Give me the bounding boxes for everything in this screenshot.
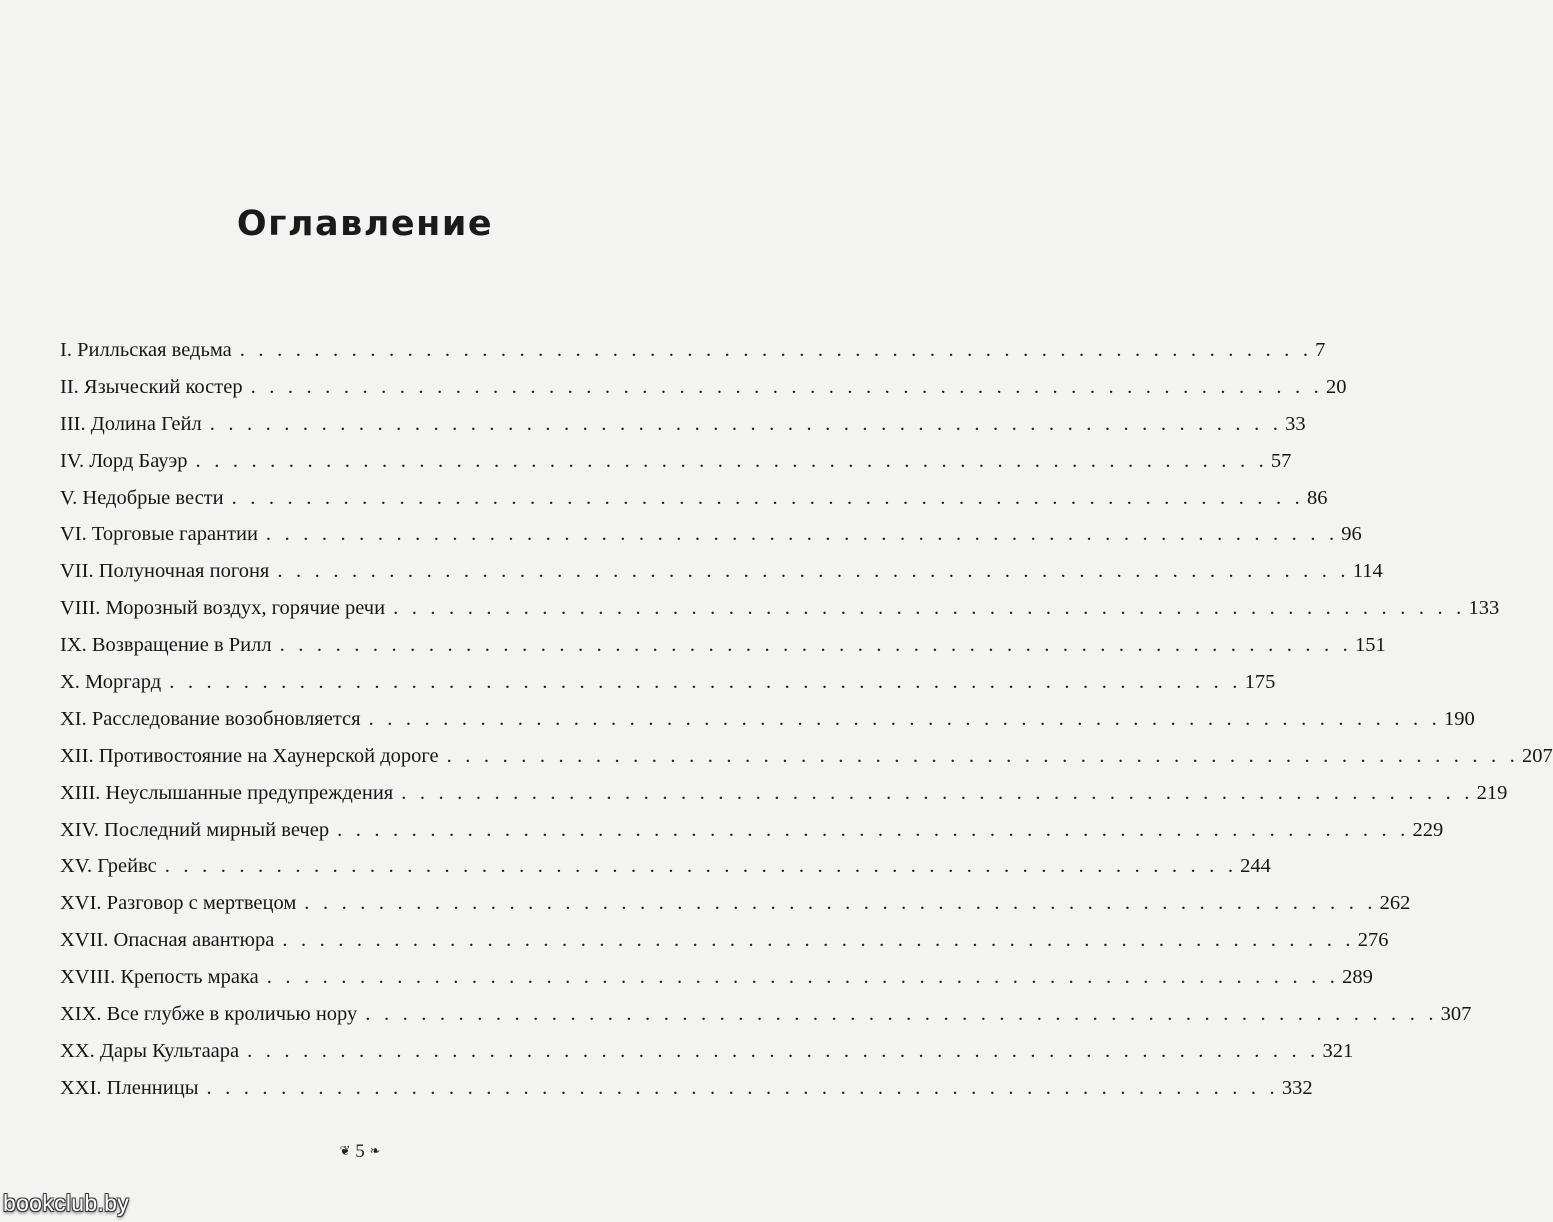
toc-dot-leader: . . . . . . . . . . . . . . . . . . . . . . . . . . . . . . . . . . . . . . . . . . . . . . . . . . . . . . . . . .: [195, 449, 1268, 472]
toc-entry-title: XV. Грейвс: [60, 855, 157, 878]
toc-dot-leader: . . . . . . . . . . . . . . . . . . . . . . . . . . . . . . . . . . . . . . . . . . . . . . . . . . . . . . . . . .: [266, 966, 1340, 989]
toc-entry-page: 219: [1476, 781, 1508, 804]
toc-dot-leader: . . . . . . . . . . . . . . . . . . . . . . . . . . . . . . . . . . . . . . . . . . . . . . . . . . . . . . . . . .: [368, 707, 1441, 730]
toc-entry: [60, 516, 1362, 553]
toc-entry: [60, 922, 1389, 959]
toc-entry-title: I. Рилльская ведьма: [60, 339, 232, 361]
toc-dot-leader: . . . . . . . . . . . . . . . . . . . . . . . . . . . . . . . . . . . . . . . . . . . . . . . . . . . . . . . . . .: [337, 818, 1410, 841]
toc-entry-title: XVII. Опасная авантюра: [60, 929, 275, 952]
page-number-value: 5: [355, 1141, 365, 1162]
toc-entry-title: XI. Расследование возобновляется: [60, 707, 361, 730]
toc-dot-leader: . . . . . . . . . . . . . . . . . . . . . . . . . . . . . . . . . . . . . . . . . . . . . . . . . . . . . . . . . .: [446, 744, 1519, 767]
page-number: [0, 1141, 720, 1163]
toc-entry: [60, 885, 1411, 922]
toc-entry: [60, 848, 1271, 885]
toc-entry-page: 276: [1357, 929, 1389, 952]
toc-entry-title: XXI. Пленницы: [60, 1076, 199, 1099]
toc-dot-leader: . . . . . . . . . . . . . . . . . . . . . . . . . . . . . . . . . . . . . . . . . . . . . . . . . . . . . . . . . .: [247, 1039, 1320, 1062]
toc-entry-title: VII. Полуночная погоня: [60, 560, 270, 583]
toc-entry-page: 289: [1342, 966, 1373, 989]
ornament-left-icon: ❦: [339, 1143, 351, 1158]
toc-entry: [60, 775, 1508, 812]
toc-entry-title: XVIII. Крепость мрака: [60, 966, 259, 989]
toc-entry-page: 33: [1285, 412, 1306, 435]
toc-entry-title: V. Недобрые вести: [60, 486, 224, 509]
toc-entry: [60, 590, 1500, 627]
toc-entry-page: 57: [1270, 449, 1292, 472]
toc-entry: [60, 627, 1386, 664]
toc-dot-leader: . . . . . . . . . . . . . . . . . . . . . . . . . . . . . . . . . . . . . . . . . . . . . . . . . . . . . . . . . .: [393, 597, 1466, 620]
toc-entry-page: 229: [1412, 818, 1444, 841]
toc-entry-title: IX. Возвращение в Рилл: [60, 634, 272, 657]
toc-entry-title: III. Долина Гейл: [60, 412, 202, 435]
toc-entry-page: 96: [1341, 523, 1362, 546]
toc-dot-leader: . . . . . . . . . . . . . . . . . . . . . . . . . . . . . . . . . . . . . . . . . . . . . . . . . . . . . . . . . .: [279, 634, 1352, 657]
toc-entry: [60, 664, 1276, 701]
toc-entry-title: XIV. Последний мирный вечер: [60, 818, 330, 841]
toc-entry: [60, 1033, 1354, 1070]
toc-dot-leader: . . . . . . . . . . . . . . . . . . . . . . . . . . . . . . . . . . . . . . . . . . . . . . . . . . . . . . . . . .: [365, 1003, 1438, 1026]
page-title: Оглавление: [236, 204, 494, 244]
table-of-contents: [60, 332, 1553, 1107]
toc-entry-title: II. Языческий костер: [60, 375, 243, 398]
toc-entry-title: XIII. Неуслышанные предупреждения: [60, 781, 394, 804]
toc-dot-leader: . . . . . . . . . . . . . . . . . . . . . . . . . . . . . . . . . . . . . . . . . . . . . . . . . . . . . . . . . .: [401, 781, 1474, 804]
toc-entry: [60, 332, 1326, 369]
toc-dot-leader: . . . . . . . . . . . . . . . . . . . . . . . . . . . . . . . . . . . . . . . . . . . . . . . . . . . . . . . . . .: [209, 412, 1283, 435]
watermark-logo: bookclub.by: [3, 1190, 130, 1216]
toc-entry: [60, 406, 1306, 443]
toc-entry-page: 244: [1240, 855, 1271, 878]
toc-entry: [60, 812, 1444, 849]
toc-entry: [60, 701, 1475, 738]
toc-entry-title: IV. Лорд Бауэр: [60, 449, 188, 472]
toc-entry-page: 20: [1325, 375, 1347, 398]
toc-dot-leader: . . . . . . . . . . . . . . . . . . . . . . . . . . . . . . . . . . . . . . . . . . . . . . . . . . . . . . . . . .: [250, 375, 1323, 398]
toc-entry: [60, 738, 1553, 775]
toc-dot-leader: . . . . . . . . . . . . . . . . . . . . . . . . . . . . . . . . . . . . . . . . . . . . . . . . . . . . . . . . . .: [265, 523, 1339, 546]
toc-dot-leader: . . . . . . . . . . . . . . . . . . . . . . . . . . . . . . . . . . . . . . . . . . . . . . . . . . . . . . . . . .: [206, 1076, 1279, 1099]
toc-entry-page: 86: [1306, 486, 1328, 509]
toc-entry: [60, 1070, 1313, 1107]
toc-entry-title: VIII. Морозный воздух, горячие речи: [60, 597, 386, 620]
toc-entry-title: XII. Противостояние на Хаунерской дороге: [60, 744, 439, 767]
toc-dot-leader: . . . . . . . . . . . . . . . . . . . . . . . . . . . . . . . . . . . . . . . . . . . . . . . . . . . . . . . . . .: [164, 855, 1238, 878]
toc-entry-page: 307: [1440, 1003, 1472, 1026]
toc-entry-title: XIX. Все глубже в кроличью нору: [60, 1003, 358, 1026]
toc-entry-page: 321: [1322, 1039, 1354, 1062]
toc-entry-page: 207: [1522, 744, 1553, 767]
toc-entry-page: 190: [1443, 707, 1475, 730]
toc-entry-page: 151: [1355, 634, 1386, 657]
toc-entry-page: 114: [1352, 560, 1383, 583]
toc-entry-title: VI. Торговые гарантии: [60, 523, 258, 546]
toc-dot-leader: . . . . . . . . . . . . . . . . . . . . . . . . . . . . . . . . . . . . . . . . . . . . . . . . . . . . . . . . . .: [304, 892, 1377, 915]
toc-entry-page: 262: [1379, 892, 1411, 915]
toc-entry-page: 175: [1244, 671, 1276, 694]
toc-entry-page: 133: [1468, 597, 1500, 620]
toc-dot-leader: . . . . . . . . . . . . . . . . . . . . . . . . . . . . . . . . . . . . . . . . . . . . . . . . . . . . . . . . . .: [239, 339, 1313, 361]
toc-entry-title: XX. Дары Культаара: [60, 1039, 240, 1062]
toc-entry-page: 332: [1281, 1076, 1313, 1099]
toc-entry: [60, 996, 1472, 1033]
toc-entry: [60, 480, 1328, 517]
toc-dot-leader: . . . . . . . . . . . . . . . . . . . . . . . . . . . . . . . . . . . . . . . . . . . . . . . . . . . . . . . . . .: [231, 486, 1304, 509]
toc-dot-leader: . . . . . . . . . . . . . . . . . . . . . . . . . . . . . . . . . . . . . . . . . . . . . . . . . . . . . . . . . .: [277, 560, 1350, 583]
toc-entry: [60, 443, 1292, 480]
toc-dot-leader: . . . . . . . . . . . . . . . . . . . . . . . . . . . . . . . . . . . . . . . . . . . . . . . . . . . . . . . . . .: [169, 671, 1242, 694]
toc-entry-page: 7: [1315, 339, 1326, 361]
toc-entry: [60, 553, 1383, 590]
toc-entry: [60, 959, 1373, 996]
toc-entry-title: XVI. Разговор с мертвецом: [60, 892, 297, 915]
ornament-right-icon: ❧: [369, 1143, 381, 1158]
toc-dot-leader: . . . . . . . . . . . . . . . . . . . . . . . . . . . . . . . . . . . . . . . . . . . . . . . . . . . . . . . . . .: [282, 929, 1355, 952]
toc-entry-title: X. Моргард: [60, 671, 162, 694]
toc-entry: [60, 369, 1347, 406]
